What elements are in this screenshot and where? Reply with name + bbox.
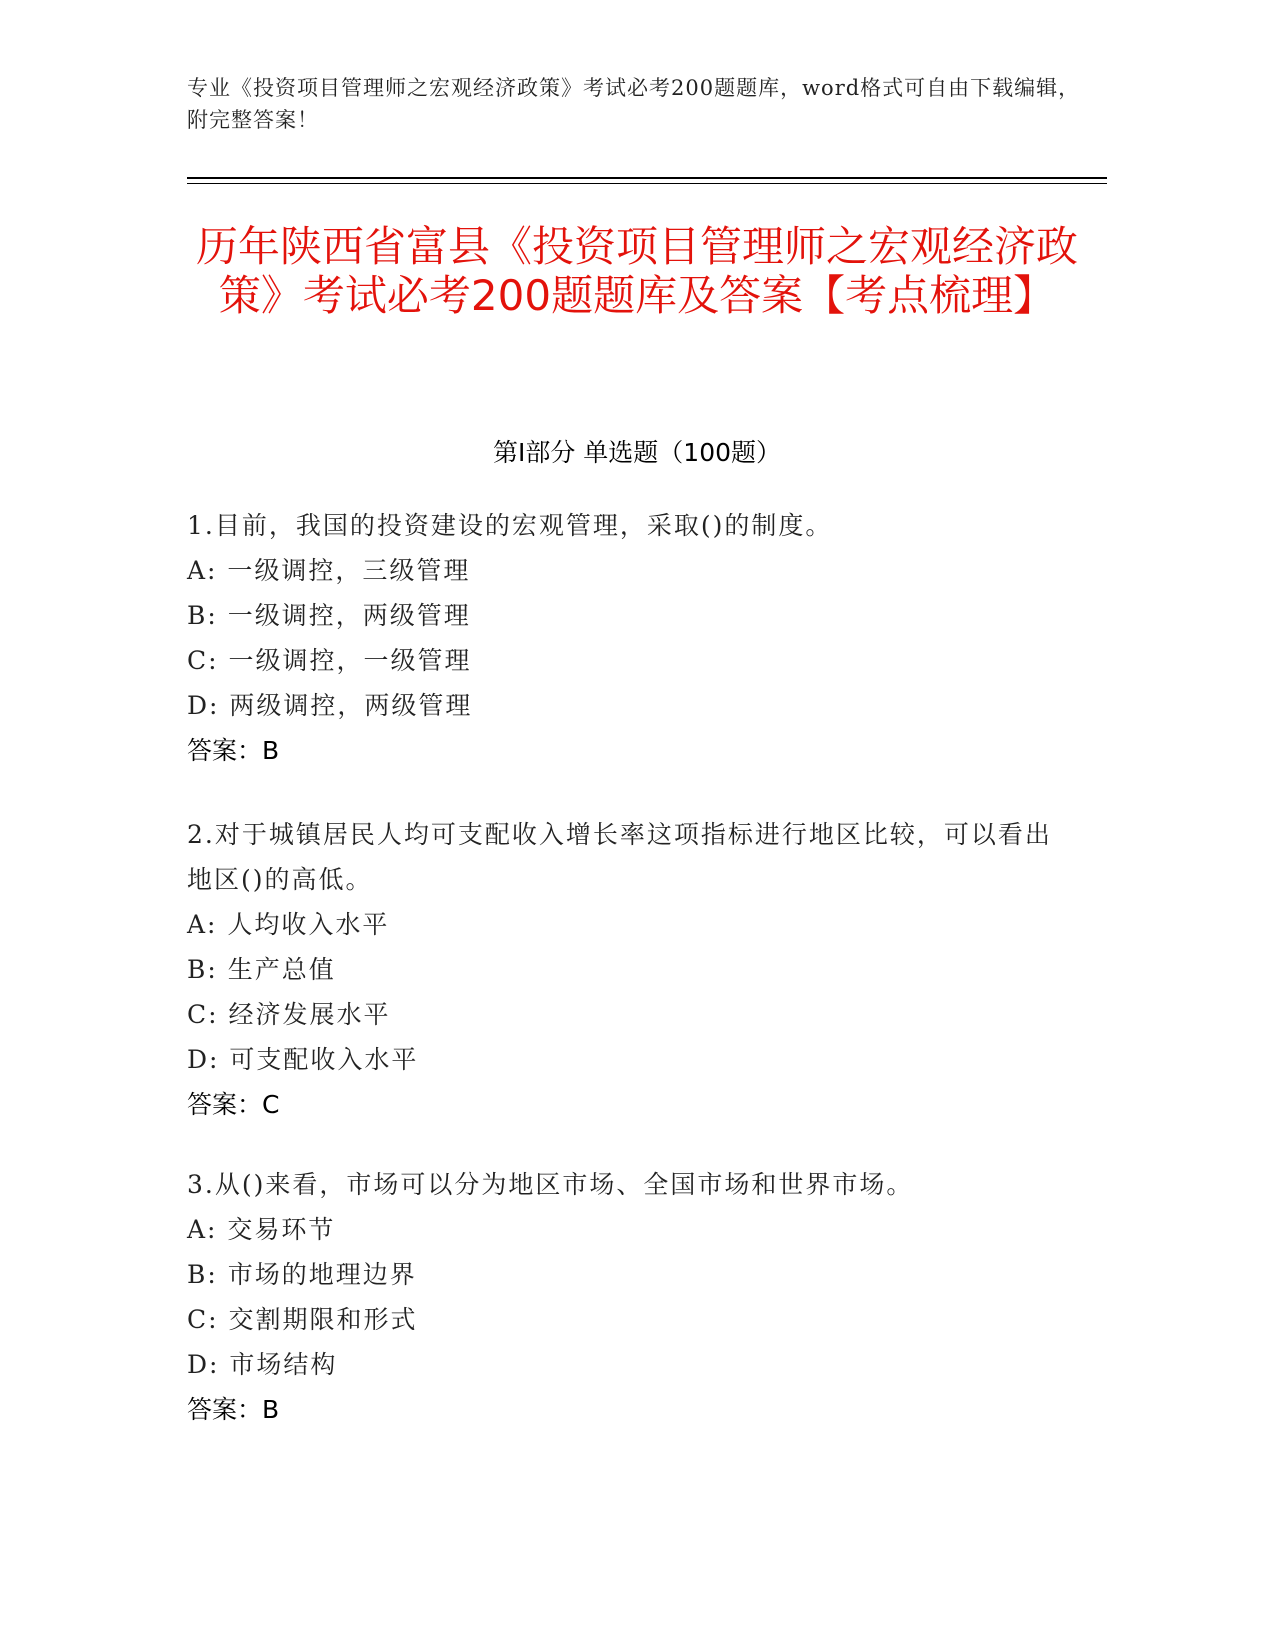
option-c: C: 交割期限和形式 [187,1305,418,1334]
option-a: A: 交易环节 [187,1215,336,1244]
document-title: 历年陕西省富县《投资项目管理师之宏观经济政策》考试必考200题题库及答案【考点梳理】 [195,222,1078,320]
header-rule-thick [187,177,1107,179]
header-note: 专业《投资项目管理师之宏观经济政策》考试必考200题题库，word格式可自由下载编辑，附完整答案！ [187,76,1081,132]
option-b: B: 生产总值 [187,955,336,984]
question-stem: 3.从()来看，市场可以分为地区市场、全国市场和世界市场。 [187,1170,914,1199]
option-b: B: 一级调控，两级管理 [187,601,471,630]
answer-line: 答案：B [187,1395,280,1424]
header-rule-thin [187,183,1107,184]
section-heading: 第Ⅰ部分 单选题（100题） [492,438,782,467]
option-b: B: 市场的地理边界 [187,1260,417,1289]
option-c: C: 经济发展水平 [187,1000,391,1029]
option-d: D: 两级调控，两级管理 [187,691,473,720]
option-a: A: 一级调控，三级管理 [187,556,471,585]
option-a: A: 人均收入水平 [187,910,390,939]
question-stem: 1.目前，我国的投资建设的宏观管理，采取()的制度。 [187,511,833,540]
option-c: C: 一级调控，一级管理 [187,646,472,675]
question-2 [187,812,1067,1127]
question-stem: 2.对于城镇居民人均可支配收入增长率这项指标进行地区比较，可以看出地区()的高低。 [187,820,1052,894]
question-1 [187,503,1067,773]
question-3 [187,1162,1067,1432]
option-d: D: 可支配收入水平 [187,1045,419,1074]
option-d: D: 市场结构 [187,1350,338,1379]
answer-line: 答案：B [187,736,280,765]
answer-line: 答案：C [187,1090,280,1119]
